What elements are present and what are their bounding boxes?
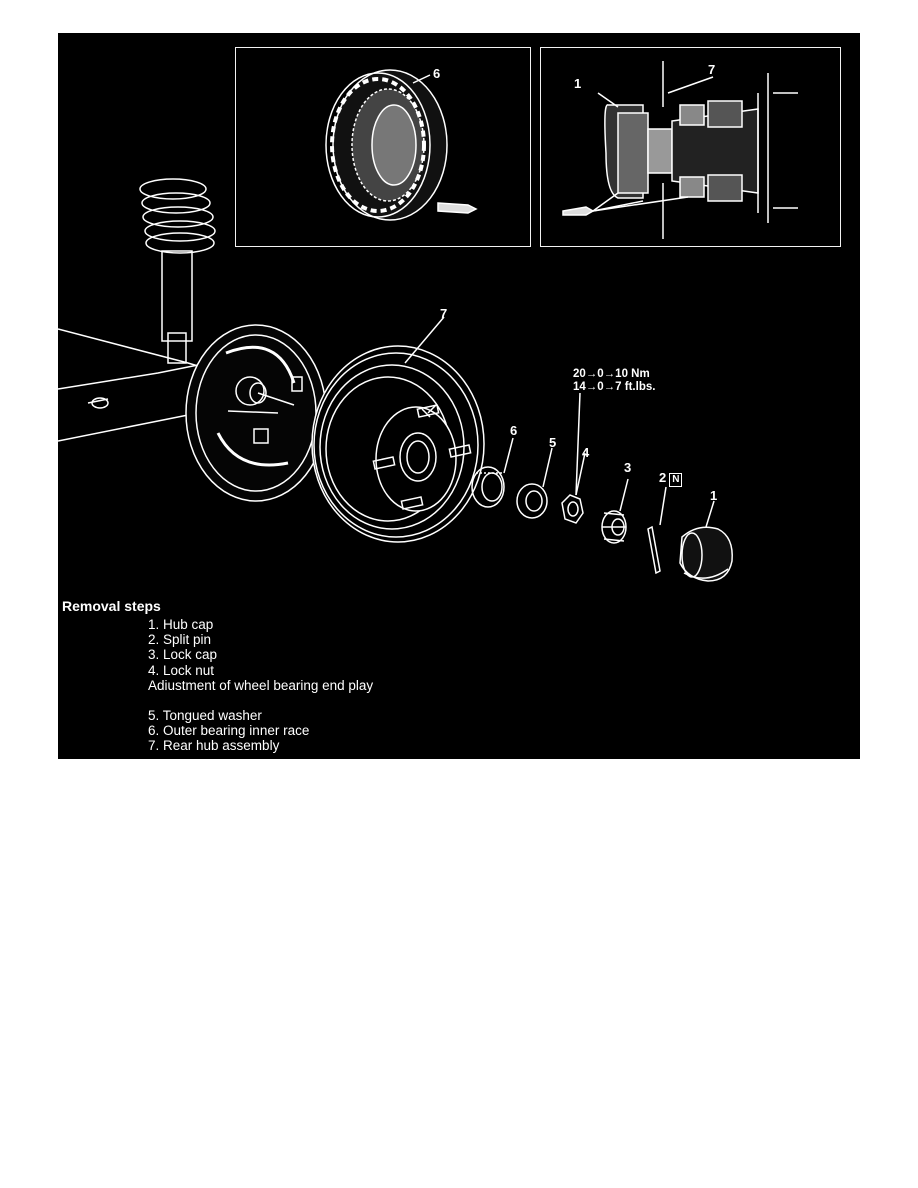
step-adjustment-note: Adiustment of wheel bearing end play: [148, 677, 374, 693]
step-lock-nut: 4. Lock nut: [148, 662, 215, 678]
step-lock-cap: 3. Lock cap: [148, 647, 218, 663]
inset-bearing-race-panel: [235, 47, 531, 247]
step-split-pin: 2. Split pin: [148, 632, 212, 648]
callout-inset-7: 7: [708, 62, 716, 77]
torque-spec: [573, 368, 655, 394]
lock-cap: [602, 479, 628, 543]
callout-2-number: 2: [659, 470, 667, 485]
tongued-washer: [517, 448, 552, 518]
brake-backing-plate: [186, 325, 326, 501]
step-spacer: [148, 693, 373, 708]
brake-drum: [312, 317, 484, 542]
callout-1: 1: [710, 488, 718, 503]
callout-inset-1: 1: [574, 76, 582, 91]
callout-6: 6: [510, 423, 518, 438]
callout-3: 3: [624, 460, 632, 475]
inset-hub-section-panel: [540, 47, 841, 247]
torque-nm: 20→0→10 Nm: [573, 368, 650, 380]
callout-7: 7: [440, 306, 448, 321]
callout-inset-6: 6: [433, 66, 441, 81]
callout-2: [659, 471, 682, 487]
coil-spring-strut: [140, 179, 215, 363]
removal-steps-list: [148, 617, 373, 754]
step-outer-bearing: 6. Outer bearing inner race: [148, 723, 310, 739]
step-rear-hub: 7. Rear hub assembly: [148, 738, 280, 754]
step-hub-cap: 1. Hub cap: [148, 617, 214, 632]
callout-4: 4: [582, 445, 590, 460]
torque-ftlbs: 14→0→7 ft.lbs.: [573, 381, 656, 393]
callout-5: 5: [549, 435, 557, 450]
hub-cap: [680, 501, 732, 581]
removal-steps-title: Removal steps: [62, 598, 161, 614]
diagram-plate: [58, 33, 860, 759]
callout-2-new-part-badge: N: [669, 473, 682, 487]
split-pin: [648, 487, 666, 573]
step-tongued-washer: 5. Tongued washer: [148, 708, 262, 724]
